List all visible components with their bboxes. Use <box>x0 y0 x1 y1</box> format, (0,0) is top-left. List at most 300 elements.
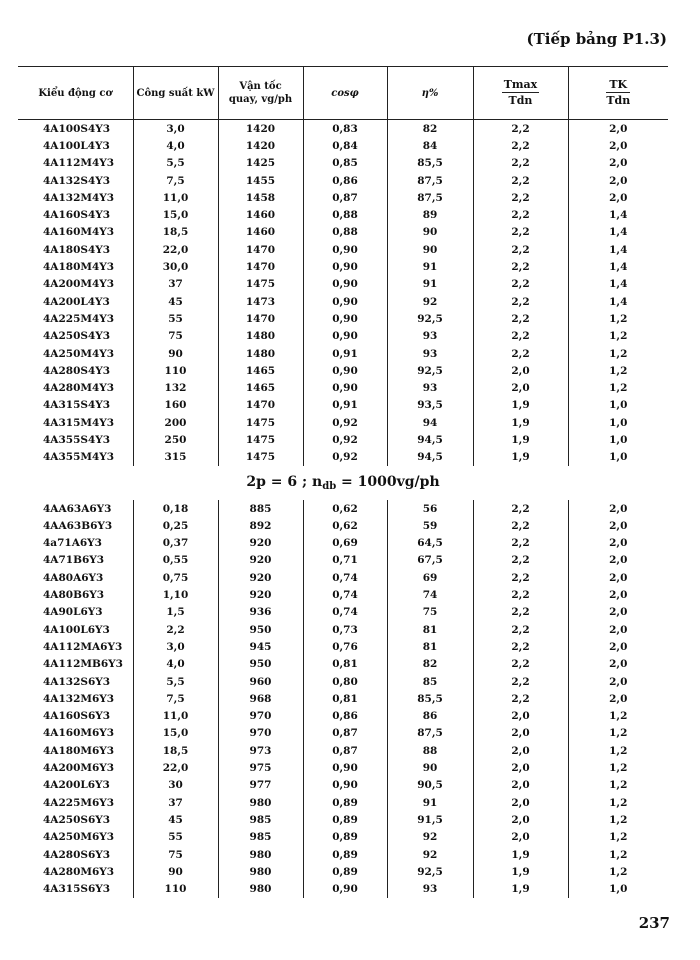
cell-tmax-ratio: 2,0 <box>473 829 568 846</box>
cell-tk-ratio: 2,0 <box>568 604 668 621</box>
table-row <box>18 189 668 206</box>
cell-model: 4A225M6Y3 <box>43 796 115 809</box>
cell-tmax-ratio: 2,2 <box>473 656 568 673</box>
table-row <box>18 725 668 742</box>
cell-efficiency: 85 <box>387 673 473 690</box>
table-row <box>18 345 668 362</box>
cell-tk-ratio: 2,0 <box>568 621 668 638</box>
cell-tk-ratio: 2,0 <box>568 535 668 552</box>
cell-speed: 977 <box>218 777 303 794</box>
table-row <box>18 137 668 154</box>
cell-speed: 885 <box>218 500 303 517</box>
cell-tmax-ratio: 2,0 <box>473 708 568 725</box>
cell-model: 4A315S6Y3 <box>43 883 111 896</box>
cell-model: 4A200L4Y3 <box>43 295 110 308</box>
cell-cos: 0,85 <box>303 155 387 172</box>
cell-power: 5,5 <box>133 155 218 172</box>
cell-tmax-ratio: 1,9 <box>473 397 568 414</box>
cell-efficiency: 94 <box>387 414 473 431</box>
table-row <box>18 517 668 534</box>
cell-speed: 980 <box>218 863 303 880</box>
cell-tmax-ratio: 1,9 <box>473 846 568 863</box>
cell-cos: 0,81 <box>303 656 387 673</box>
cell-power: 0,18 <box>133 500 218 517</box>
cell-tmax-ratio: 2,2 <box>473 621 568 638</box>
cell-cos: 0,89 <box>303 846 387 863</box>
cell-power: 1,10 <box>133 586 218 603</box>
cell-tk-ratio: 2,0 <box>568 673 668 690</box>
cell-model: 4A80B6Y3 <box>43 589 105 602</box>
cell-cos: 0,71 <box>303 552 387 569</box>
table-row <box>18 759 668 776</box>
cell-cos: 0,74 <box>303 586 387 603</box>
cell-cos: 0,90 <box>303 293 387 310</box>
cell-speed: 950 <box>218 656 303 673</box>
cell-tmax-ratio: 2,2 <box>473 276 568 293</box>
cell-efficiency: 88 <box>387 742 473 759</box>
cell-power: 18,5 <box>133 224 218 241</box>
cell-model: 4A225M4Y3 <box>43 312 115 325</box>
cell-cos: 0,86 <box>303 708 387 725</box>
cell-speed: 970 <box>218 708 303 725</box>
cell-tmax-ratio: 2,0 <box>473 759 568 776</box>
cell-power: 4,0 <box>133 137 218 154</box>
cell-efficiency: 69 <box>387 569 473 586</box>
cell-tk-ratio: 1,2 <box>568 742 668 759</box>
cell-speed: 1475 <box>218 449 303 466</box>
table-row <box>18 258 668 275</box>
cell-power: 0,55 <box>133 552 218 569</box>
table-row <box>18 224 668 241</box>
table-row <box>18 829 668 846</box>
cell-power: 11,0 <box>133 708 218 725</box>
cell-model: 4A132M4Y3 <box>43 191 115 204</box>
cell-speed: 920 <box>218 535 303 552</box>
cell-speed: 920 <box>218 569 303 586</box>
cell-cos: 0,90 <box>303 241 387 258</box>
cell-power: 0,37 <box>133 535 218 552</box>
cell-efficiency: 90 <box>387 224 473 241</box>
cell-speed: 1480 <box>218 345 303 362</box>
cell-efficiency: 74 <box>387 586 473 603</box>
section-heading-subscript: db <box>322 480 337 492</box>
cell-tmax-ratio: 2,2 <box>473 673 568 690</box>
cell-tmax-ratio: 2,2 <box>473 690 568 707</box>
table-row <box>18 379 668 396</box>
cell-efficiency: 86 <box>387 708 473 725</box>
cell-power: 30 <box>133 777 218 794</box>
tk-numerator: TK <box>606 78 630 93</box>
cell-speed: 950 <box>218 621 303 638</box>
cell-tk-ratio: 1,2 <box>568 310 668 327</box>
cell-tmax-ratio: 2,2 <box>473 586 568 603</box>
cell-cos: 0,89 <box>303 863 387 880</box>
tmax-fraction <box>502 78 540 107</box>
cell-power: 200 <box>133 414 218 431</box>
cell-cos: 0,62 <box>303 500 387 517</box>
cell-power: 15,0 <box>133 206 218 223</box>
cell-speed: 973 <box>218 742 303 759</box>
cell-power: 3,0 <box>133 638 218 655</box>
cell-cos: 0,92 <box>303 449 387 466</box>
cell-model: 4A180M6Y3 <box>43 744 115 757</box>
table-row <box>18 742 668 759</box>
cell-speed: 1420 <box>218 120 303 138</box>
cell-efficiency: 91 <box>387 276 473 293</box>
cell-tmax-ratio: 2,2 <box>473 310 568 327</box>
cell-tmax-ratio: 2,2 <box>473 328 568 345</box>
cell-efficiency: 91,5 <box>387 811 473 828</box>
cell-tk-ratio: 1,2 <box>568 345 668 362</box>
section-heading-row <box>18 466 668 500</box>
cell-tk-ratio: 2,0 <box>568 500 668 517</box>
cell-efficiency: 92,5 <box>387 310 473 327</box>
cell-model: 4A355M4Y3 <box>43 451 115 464</box>
cell-tk-ratio: 1,2 <box>568 379 668 396</box>
continued-table-label: (Tiếp bảng P1.3) <box>526 30 667 48</box>
cell-model: 4A132S6Y3 <box>43 675 111 688</box>
cell-speed: 980 <box>218 846 303 863</box>
cell-power: 55 <box>133 829 218 846</box>
cell-efficiency: 94,5 <box>387 449 473 466</box>
header-speed-line2: quay, vg/ph <box>228 94 293 105</box>
cell-model: 4A250S6Y3 <box>43 813 111 826</box>
cell-tk-ratio: 2,0 <box>568 172 668 189</box>
cell-tmax-ratio: 2,2 <box>473 293 568 310</box>
cell-speed: 1475 <box>218 431 303 448</box>
table-row <box>18 328 668 345</box>
cell-power: 3,0 <box>133 120 218 138</box>
cell-model: 4A71B6Y3 <box>43 554 105 567</box>
cell-tk-ratio: 1,4 <box>568 241 668 258</box>
cell-speed: 936 <box>218 604 303 621</box>
table-row <box>18 206 668 223</box>
table-row <box>18 794 668 811</box>
cell-power: 160 <box>133 397 218 414</box>
table-row <box>18 293 668 310</box>
cell-tmax-ratio: 1,9 <box>473 431 568 448</box>
cell-power: 7,5 <box>133 690 218 707</box>
cell-power: 37 <box>133 276 218 293</box>
table-row <box>18 276 668 293</box>
cell-model: 4AA63A6Y3 <box>43 502 112 515</box>
cell-cos: 0,88 <box>303 224 387 241</box>
table-row <box>18 535 668 552</box>
cell-cos: 0,87 <box>303 189 387 206</box>
cell-cos: 0,90 <box>303 362 387 379</box>
cell-power: 1,5 <box>133 604 218 621</box>
cell-cos: 0,91 <box>303 397 387 414</box>
tk-fraction <box>606 78 630 107</box>
cell-efficiency: 90 <box>387 241 473 258</box>
cell-speed: 1460 <box>218 224 303 241</box>
motor-spec-table-wrap <box>18 66 668 898</box>
cell-model: 4a71A6Y3 <box>43 537 102 550</box>
cell-power: 55 <box>133 310 218 327</box>
cell-tmax-ratio: 2,2 <box>473 241 568 258</box>
cell-power: 90 <box>133 863 218 880</box>
cell-tk-ratio: 1,4 <box>568 206 668 223</box>
cell-speed: 1473 <box>218 293 303 310</box>
cell-efficiency: 87,5 <box>387 172 473 189</box>
cell-tk-ratio: 1,0 <box>568 414 668 431</box>
cell-speed: 1460 <box>218 206 303 223</box>
cell-model: 4A355S4Y3 <box>43 433 111 446</box>
cell-tmax-ratio: 2,2 <box>473 535 568 552</box>
cell-power: 7,5 <box>133 172 218 189</box>
cell-efficiency: 82 <box>387 120 473 138</box>
tmax-numerator: Tmax <box>503 78 538 91</box>
cell-efficiency: 90,5 <box>387 777 473 794</box>
cell-efficiency: 93 <box>387 345 473 362</box>
cell-power: 18,5 <box>133 742 218 759</box>
cell-tk-ratio: 1,4 <box>568 224 668 241</box>
table-row <box>18 241 668 258</box>
cell-model: 4A160M4Y3 <box>43 226 115 239</box>
table-row <box>18 708 668 725</box>
cell-tk-ratio: 2,0 <box>568 517 668 534</box>
cell-model: 4A160S6Y3 <box>43 710 111 723</box>
cell-efficiency: 89 <box>387 206 473 223</box>
cell-tk-ratio: 1,0 <box>568 880 668 897</box>
table-row <box>18 362 668 379</box>
cell-efficiency: 91 <box>387 258 473 275</box>
cell-cos: 0,87 <box>303 742 387 759</box>
cell-power: 110 <box>133 362 218 379</box>
cell-efficiency: 81 <box>387 638 473 655</box>
cell-cos: 0,90 <box>303 310 387 327</box>
cell-tmax-ratio: 2,0 <box>473 811 568 828</box>
cell-speed: 980 <box>218 794 303 811</box>
cell-cos: 0,62 <box>303 517 387 534</box>
cell-speed: 1470 <box>218 310 303 327</box>
cell-speed: 968 <box>218 690 303 707</box>
cell-tk-ratio: 1,0 <box>568 397 668 414</box>
cell-speed: 960 <box>218 673 303 690</box>
table-row <box>18 811 668 828</box>
cell-speed: 980 <box>218 880 303 897</box>
cell-model: 4A280S4Y3 <box>43 364 111 377</box>
cell-efficiency: 56 <box>387 500 473 517</box>
cell-tk-ratio: 2,0 <box>568 120 668 138</box>
cell-power: 75 <box>133 846 218 863</box>
cell-efficiency: 81 <box>387 621 473 638</box>
cell-cos: 0,90 <box>303 759 387 776</box>
cell-tk-ratio: 1,2 <box>568 759 668 776</box>
cell-power: 0,25 <box>133 517 218 534</box>
table-header-row <box>18 67 668 120</box>
cell-model: 4A315M4Y3 <box>43 416 115 429</box>
cell-efficiency: 91 <box>387 794 473 811</box>
cell-power: 315 <box>133 449 218 466</box>
cell-tk-ratio: 2,0 <box>568 586 668 603</box>
cell-cos: 0,74 <box>303 569 387 586</box>
cell-cos: 0,91 <box>303 345 387 362</box>
cell-tk-ratio: 2,0 <box>568 189 668 206</box>
cell-tmax-ratio: 2,2 <box>473 638 568 655</box>
table-row <box>18 880 668 897</box>
cell-tmax-ratio: 2,2 <box>473 500 568 517</box>
motor-spec-table <box>18 66 668 898</box>
table-row <box>18 863 668 880</box>
cell-speed: 975 <box>218 759 303 776</box>
page-number: 237 <box>638 914 670 932</box>
header-tk-ratio <box>568 67 668 120</box>
cell-power: 250 <box>133 431 218 448</box>
cell-model: 4A112M4Y3 <box>43 157 115 170</box>
cell-tmax-ratio: 1,9 <box>473 880 568 897</box>
cell-cos: 0,89 <box>303 811 387 828</box>
cell-tk-ratio: 1,4 <box>568 258 668 275</box>
cell-speed: 1470 <box>218 397 303 414</box>
cell-speed: 1475 <box>218 414 303 431</box>
cell-tmax-ratio: 2,2 <box>473 224 568 241</box>
cell-model: 4A280M4Y3 <box>43 382 115 395</box>
header-efficiency: η% <box>387 67 473 120</box>
cell-model: 4A160S4Y3 <box>43 209 111 222</box>
cell-tk-ratio: 2,0 <box>568 552 668 569</box>
cell-model: 4A100S4Y3 <box>43 122 111 135</box>
cell-cos: 0,90 <box>303 258 387 275</box>
cell-tmax-ratio: 1,9 <box>473 863 568 880</box>
cell-model: 4A112MB6Y3 <box>43 658 123 671</box>
cell-efficiency: 92 <box>387 293 473 310</box>
cell-power: 75 <box>133 328 218 345</box>
cell-tk-ratio: 1,2 <box>568 777 668 794</box>
cell-speed: 1455 <box>218 172 303 189</box>
cell-power: 110 <box>133 880 218 897</box>
cell-tk-ratio: 1,2 <box>568 362 668 379</box>
cell-tmax-ratio: 2,0 <box>473 379 568 396</box>
table-row <box>18 414 668 431</box>
cell-cos: 0,74 <box>303 604 387 621</box>
cell-model: 4A132S4Y3 <box>43 174 111 187</box>
cell-tmax-ratio: 2,2 <box>473 258 568 275</box>
cell-model: 4A280M6Y3 <box>43 865 115 878</box>
cell-power: 45 <box>133 293 218 310</box>
cell-tmax-ratio: 1,9 <box>473 449 568 466</box>
cell-cos: 0,90 <box>303 880 387 897</box>
table-row <box>18 846 668 863</box>
cell-tk-ratio: 1,0 <box>568 431 668 448</box>
cell-speed: 1425 <box>218 155 303 172</box>
table-row <box>18 500 668 517</box>
cell-power: 22,0 <box>133 241 218 258</box>
cell-tmax-ratio: 2,2 <box>473 604 568 621</box>
cell-efficiency: 85,5 <box>387 690 473 707</box>
cell-model: 4A250M6Y3 <box>43 831 115 844</box>
cell-efficiency: 92,5 <box>387 362 473 379</box>
table-row <box>18 673 668 690</box>
cell-model: 4A250S4Y3 <box>43 330 111 343</box>
cell-tmax-ratio: 2,2 <box>473 155 568 172</box>
table-row <box>18 431 668 448</box>
cell-tmax-ratio: 1,9 <box>473 414 568 431</box>
cell-cos: 0,90 <box>303 777 387 794</box>
cell-model: 4A112MA6Y3 <box>43 640 123 653</box>
cell-speed: 1475 <box>218 276 303 293</box>
cell-cos: 0,76 <box>303 638 387 655</box>
table-row <box>18 777 668 794</box>
cell-model: 4A90L6Y3 <box>43 606 103 619</box>
table-row <box>18 586 668 603</box>
cell-efficiency: 93,5 <box>387 397 473 414</box>
cell-model: 4A100L6Y3 <box>43 623 110 636</box>
cell-speed: 1480 <box>218 328 303 345</box>
cell-efficiency: 90 <box>387 759 473 776</box>
cell-power: 22,0 <box>133 759 218 776</box>
cell-speed: 920 <box>218 586 303 603</box>
table-row <box>18 690 668 707</box>
cell-speed: 1465 <box>218 362 303 379</box>
cell-speed: 1465 <box>218 379 303 396</box>
table-row <box>18 449 668 466</box>
cell-tk-ratio: 2,0 <box>568 137 668 154</box>
cell-power: 0,75 <box>133 569 218 586</box>
cell-tmax-ratio: 2,2 <box>473 569 568 586</box>
header-speed-line1: Vận tốc <box>239 81 282 92</box>
cell-speed: 1458 <box>218 189 303 206</box>
cell-tmax-ratio: 2,2 <box>473 206 568 223</box>
cell-tmax-ratio: 2,2 <box>473 137 568 154</box>
cell-model: 4AA63B6Y3 <box>43 519 113 532</box>
cell-tmax-ratio: 2,0 <box>473 742 568 759</box>
cell-efficiency: 59 <box>387 517 473 534</box>
cell-cos: 0,92 <box>303 414 387 431</box>
cell-tk-ratio: 1,0 <box>568 449 668 466</box>
cell-cos: 0,73 <box>303 621 387 638</box>
table-row <box>18 638 668 655</box>
cell-speed: 945 <box>218 638 303 655</box>
cell-cos: 0,83 <box>303 120 387 138</box>
cell-tk-ratio: 2,0 <box>568 155 668 172</box>
header-power: Công suất kW <box>133 67 218 120</box>
cell-model: 4A200L6Y3 <box>43 779 110 792</box>
cell-efficiency: 93 <box>387 880 473 897</box>
cell-tk-ratio: 1,2 <box>568 328 668 345</box>
cell-cos: 0,90 <box>303 328 387 345</box>
cell-tmax-ratio: 2,2 <box>473 552 568 569</box>
cell-power: 15,0 <box>133 725 218 742</box>
section-heading-part-a: 2p = 6 ; n <box>246 473 323 490</box>
cell-efficiency: 64,5 <box>387 535 473 552</box>
cell-cos: 0,69 <box>303 535 387 552</box>
cell-tmax-ratio: 2,2 <box>473 345 568 362</box>
cell-speed: 970 <box>218 725 303 742</box>
header-tmax-ratio <box>473 67 568 120</box>
cell-cos: 0,90 <box>303 379 387 396</box>
cell-efficiency: 87,5 <box>387 189 473 206</box>
cell-speed: 985 <box>218 829 303 846</box>
table-row <box>18 120 668 138</box>
cell-efficiency: 87,5 <box>387 725 473 742</box>
cell-tmax-ratio: 2,0 <box>473 794 568 811</box>
cell-model: 4A132M6Y3 <box>43 692 115 705</box>
cell-cos: 0,87 <box>303 725 387 742</box>
cell-tmax-ratio: 2,2 <box>473 517 568 534</box>
cell-efficiency: 93 <box>387 379 473 396</box>
cell-speed: 1420 <box>218 137 303 154</box>
cell-speed: 1470 <box>218 241 303 258</box>
cell-tk-ratio: 1,2 <box>568 829 668 846</box>
cell-power: 4,0 <box>133 656 218 673</box>
cell-power: 45 <box>133 811 218 828</box>
cell-cos: 0,89 <box>303 794 387 811</box>
table-row <box>18 310 668 327</box>
cell-tk-ratio: 1,4 <box>568 293 668 310</box>
cell-model: 4A315S4Y3 <box>43 399 111 412</box>
cell-model: 4A180M4Y3 <box>43 261 115 274</box>
